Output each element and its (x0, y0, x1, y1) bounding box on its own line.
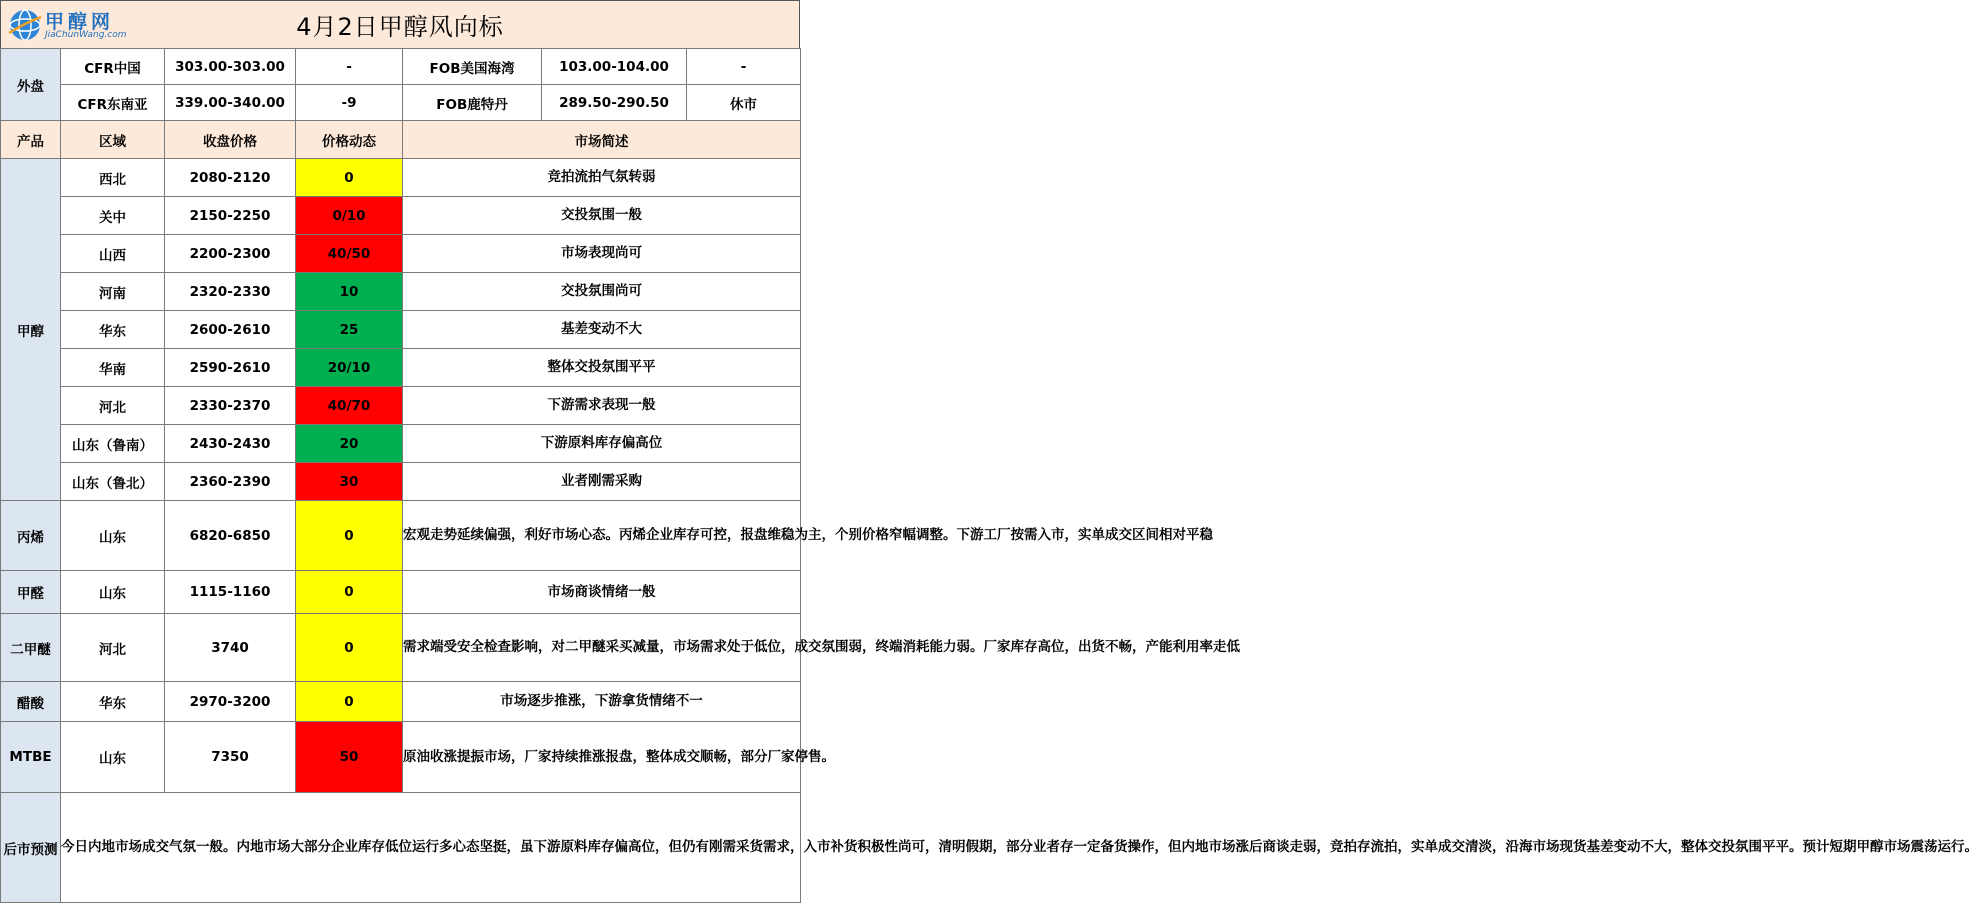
desc-cell: 整体交投氛围平平 (403, 349, 801, 387)
price-cell: 3740 (165, 614, 296, 682)
region-cell: 山东（鲁南） (61, 425, 165, 463)
product-label: 甲醇 (1, 159, 61, 501)
price-cell: 2330-2370 (165, 387, 296, 425)
region-cell: 华东 (61, 682, 165, 722)
change-cell: 40/70 (296, 387, 403, 425)
product-label: 二甲醚 (1, 614, 61, 682)
table-row (1, 159, 801, 197)
table-row (1, 614, 801, 682)
outer-name: CFR东南亚 (61, 85, 165, 121)
outer-row (1, 49, 801, 85)
price-cell: 2430-2430 (165, 425, 296, 463)
header-price: 收盘价格 (165, 121, 296, 159)
price-cell: 1115-1160 (165, 571, 296, 614)
change-cell: 50 (296, 722, 403, 793)
change-cell: 20 (296, 425, 403, 463)
site-logo[interactable] (7, 5, 127, 45)
title-bar (0, 0, 800, 49)
table-row (1, 349, 801, 387)
region-cell: 河北 (61, 387, 165, 425)
region-cell: 山西 (61, 235, 165, 273)
outer-change: 休市 (687, 85, 801, 121)
product-label: 醋酸 (1, 682, 61, 722)
region-cell: 河南 (61, 273, 165, 311)
globe-logo-icon (7, 7, 43, 43)
change-cell: 0 (296, 501, 403, 571)
table-row (1, 387, 801, 425)
desc-cell: 原油收涨提振市场，厂家持续推涨报盘，整体成交顺畅，部分厂家停售。 (403, 722, 801, 793)
table-row (1, 463, 801, 501)
logo-en-text: JiaChunWang.com (45, 30, 127, 40)
header-change: 价格动态 (296, 121, 403, 159)
desc-cell: 交投氛围尚可 (403, 273, 801, 311)
change-cell: 0 (296, 682, 403, 722)
page-title: 4月2日甲醇风向标 (296, 13, 504, 41)
change-cell: 30 (296, 463, 403, 501)
outer-name: FOB美国海湾 (403, 49, 542, 85)
change-cell: 0 (296, 571, 403, 614)
region-cell: 山东 (61, 722, 165, 793)
price-cell: 7350 (165, 722, 296, 793)
region-cell: 西北 (61, 159, 165, 197)
outer-change: - (687, 49, 801, 85)
region-cell: 华东 (61, 311, 165, 349)
price-cell: 2590-2610 (165, 349, 296, 387)
change-cell: 40/50 (296, 235, 403, 273)
outer-price: 303.00-303.00 (165, 49, 296, 85)
product-label: MTBE (1, 722, 61, 793)
region-cell: 山东（鲁北） (61, 463, 165, 501)
forecast-row (1, 793, 801, 903)
outer-name: FOB鹿特丹 (403, 85, 542, 121)
region-cell: 山东 (61, 571, 165, 614)
logo-cn-text: 甲醇网 (45, 11, 115, 33)
table-row (1, 682, 801, 722)
table-row (1, 273, 801, 311)
forecast-text: 今日内地市场成交气氛一般。内地市场大部分企业库存低位运行多心态坚挺，虽下游原料库存偏高位，但仍有刚需采货需求，入市补货积极性尚可，清明假期，部分业者存一定备货操作，但内地市场涨后商谈走弱，竞拍存流拍，实单成交清淡，沿海市场现货基差变动不大，整体交投氛围平平。预计短期甲醇市场震荡运行。 (61, 793, 801, 903)
header-row (1, 121, 801, 159)
change-cell: 25 (296, 311, 403, 349)
outer-change: -9 (296, 85, 403, 121)
table-row (1, 501, 801, 571)
table-row (1, 571, 801, 614)
change-cell: 0/10 (296, 197, 403, 235)
product-label: 丙烯 (1, 501, 61, 571)
product-label: 甲醛 (1, 571, 61, 614)
region-cell: 河北 (61, 614, 165, 682)
outer-change: - (296, 49, 403, 85)
desc-cell: 市场表现尚可 (403, 235, 801, 273)
desc-cell: 市场逐步推涨，下游拿货情绪不一 (403, 682, 801, 722)
outer-price: 289.50-290.50 (542, 85, 687, 121)
change-cell: 20/10 (296, 349, 403, 387)
forecast-label: 后市预测 (1, 793, 61, 903)
region-cell: 山东 (61, 501, 165, 571)
region-cell: 华南 (61, 349, 165, 387)
price-cell: 2600-2610 (165, 311, 296, 349)
change-cell: 10 (296, 273, 403, 311)
price-cell: 2360-2390 (165, 463, 296, 501)
price-cell: 2320-2330 (165, 273, 296, 311)
desc-cell: 需求端受安全检查影响，对二甲醚采买减量，市场需求处于低位，成交氛围弱，终端消耗能力弱。厂家库存高位，出货不畅，产能利用率走低 (403, 614, 801, 682)
desc-cell: 宏观走势延续偏强，利好市场心态。丙烯企业库存可控，报盘维稳为主，个别价格窄幅调整。下游工厂按需入市，实单成交区间相对平稳 (403, 501, 801, 571)
desc-cell: 市场商谈情绪一般 (403, 571, 801, 614)
table-row (1, 311, 801, 349)
table-row (1, 722, 801, 793)
outer-row (1, 85, 801, 121)
price-cell: 2970-3200 (165, 682, 296, 722)
change-cell: 0 (296, 614, 403, 682)
header-region: 区域 (61, 121, 165, 159)
desc-cell: 竞拍流拍气氛转弱 (403, 159, 801, 197)
change-cell: 0 (296, 159, 403, 197)
header-desc: 市场简述 (403, 121, 801, 159)
desc-cell: 业者刚需采购 (403, 463, 801, 501)
price-table (0, 48, 1978, 903)
table-row (1, 235, 801, 273)
outer-name: CFR中国 (61, 49, 165, 85)
desc-cell: 下游原料库存偏高位 (403, 425, 801, 463)
outer-price: 103.00-104.00 (542, 49, 687, 85)
region-cell: 关中 (61, 197, 165, 235)
price-cell: 2080-2120 (165, 159, 296, 197)
table-row (1, 425, 801, 463)
outer-price: 339.00-340.00 (165, 85, 296, 121)
desc-cell: 基差变动不大 (403, 311, 801, 349)
price-cell: 2150-2250 (165, 197, 296, 235)
outer-label: 外盘 (1, 49, 61, 121)
table-row (1, 197, 801, 235)
desc-cell: 下游需求表现一般 (403, 387, 801, 425)
desc-cell: 交投氛围一般 (403, 197, 801, 235)
header-product: 产品 (1, 121, 61, 159)
price-cell: 2200-2300 (165, 235, 296, 273)
price-cell: 6820-6850 (165, 501, 296, 571)
